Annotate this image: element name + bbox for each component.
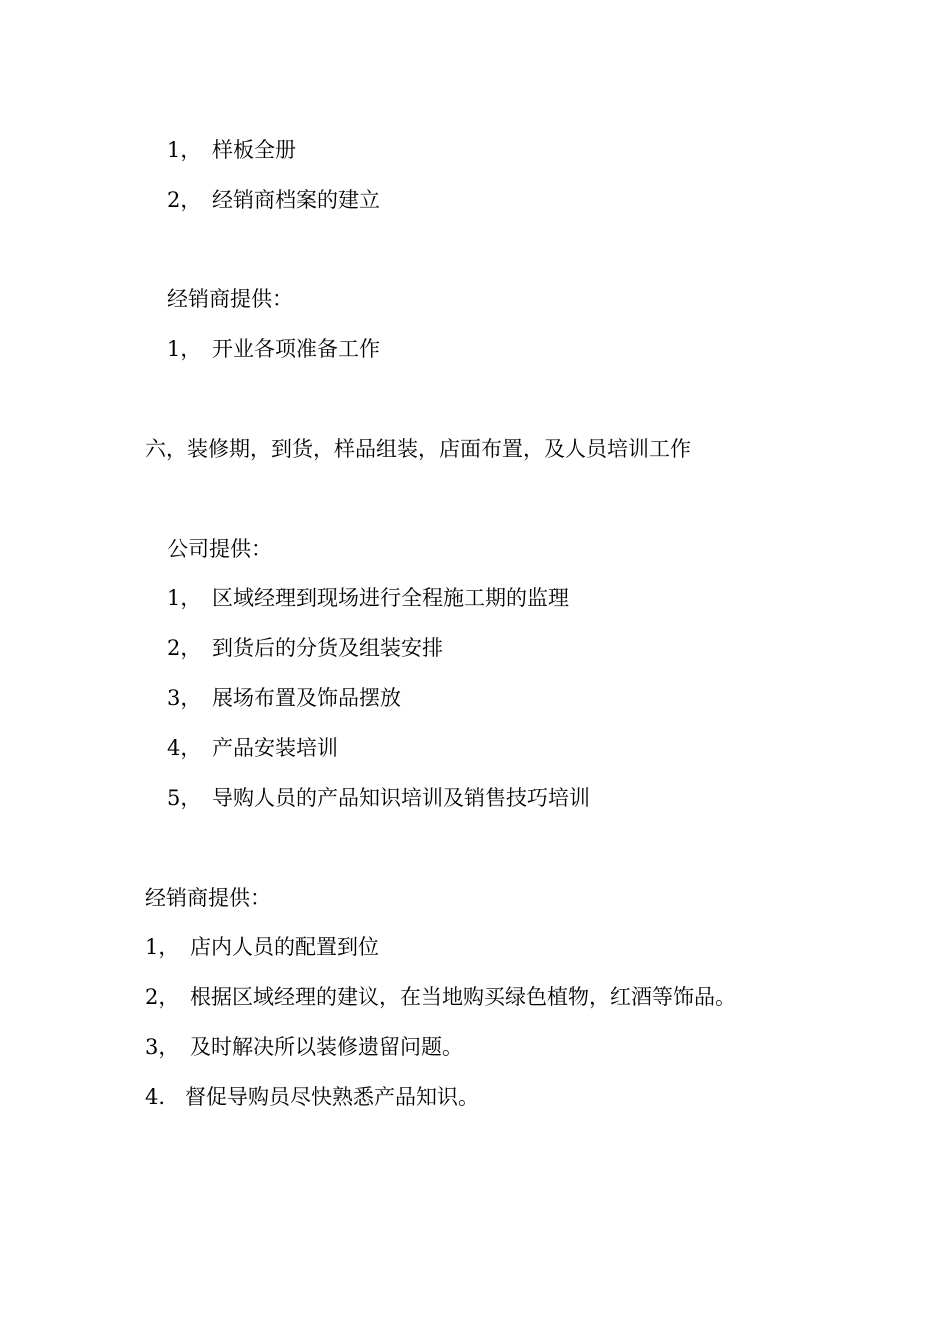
list-item-text: 产品安装培训 [212, 736, 338, 760]
list-item-number: 3， [167, 686, 202, 710]
list-item-number: 2， [167, 636, 202, 660]
list-item [167, 335, 380, 363]
list-item [167, 136, 296, 164]
section-title: 六，装修期，到货，样品组装，店面布置，及人员培训工作 [145, 437, 691, 461]
list-item-text: 经销商档案的建立 [212, 188, 380, 212]
list-item [167, 584, 569, 612]
list-item-text: 根据区域经理的建议，在当地购买绿色植物，红酒等饰品。 [190, 985, 736, 1009]
list-item-text: 样板全册 [212, 138, 296, 162]
section-heading: 公司提供： [167, 537, 272, 561]
list-item-number: 1， [167, 337, 202, 361]
list-item-text: 区域经理到现场进行全程施工期的监理 [212, 586, 569, 610]
list-item-number: 3， [145, 1035, 180, 1059]
list-item-text: 督促导购员尽快熟悉产品知识。 [185, 1085, 479, 1109]
list-item [167, 734, 338, 762]
list-item-text: 导购人员的产品知识培训及销售技巧培训 [212, 786, 590, 810]
list-item-number: 2， [145, 985, 180, 1009]
list-item-number: 1， [145, 935, 180, 959]
list-item-text: 开业各项准备工作 [212, 337, 380, 361]
list-item-number: 4. [145, 1085, 166, 1109]
list-item-number: 5， [167, 786, 202, 810]
list-item [167, 634, 443, 662]
list-item [145, 933, 379, 961]
list-item [145, 983, 736, 1011]
list-item-number: 2， [167, 188, 202, 212]
list-item [167, 684, 401, 712]
list-item-number: 1， [167, 138, 202, 162]
list-item-text: 及时解决所以装修遗留问题。 [190, 1035, 463, 1059]
list-item-text: 展场布置及饰品摆放 [212, 686, 401, 710]
list-item [145, 1033, 463, 1061]
list-item [167, 784, 590, 812]
section-heading: 经销商提供： [145, 886, 271, 910]
list-item-number: 4， [167, 736, 202, 760]
section-heading: 经销商提供： [167, 287, 293, 311]
list-item-number: 1， [167, 586, 202, 610]
list-item [167, 186, 380, 214]
list-item-text: 到货后的分货及组装安排 [212, 636, 443, 660]
list-item-text: 店内人员的配置到位 [190, 935, 379, 959]
list-item [145, 1083, 479, 1111]
